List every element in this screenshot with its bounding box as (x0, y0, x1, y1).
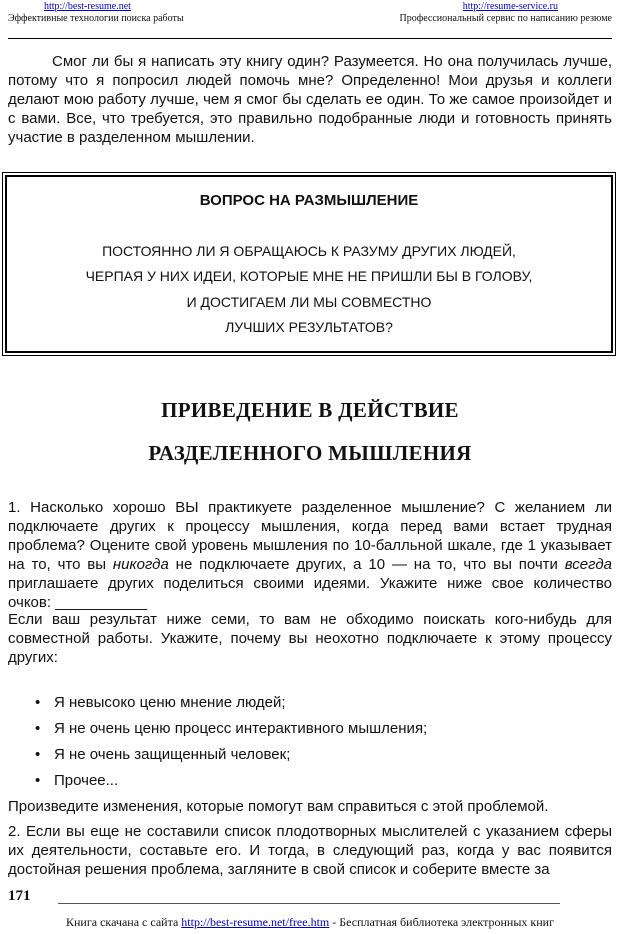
changes-paragraph: Произведите изменения, которые помогут вам справиться с этой проблемой. (8, 798, 549, 815)
header-link-best-resume[interactable]: http://best-resume.net (44, 1, 131, 12)
reflection-question-box (2, 172, 616, 356)
reflection-line: ПОСТОЯННО ЛИ Я ОБРАЩАЮСЬ К РАЗУМУ ДРУГИХ ЛЮДЕЙ, (102, 243, 516, 259)
emphasis-always: всегда (564, 556, 612, 573)
emphasis-never: никогда (112, 556, 169, 573)
list-item (8, 768, 612, 794)
footer-link-free-library[interactable]: http://best-resume.net/free.htm (181, 915, 330, 929)
reflection-line: И ДОСТИГАЕМ ЛИ МЫ СОВМЕСТНО (186, 293, 432, 310)
reflection-question (7, 239, 611, 340)
reasons-list (8, 690, 612, 794)
list-item-text: Я невысоко ценю мнение людей; (54, 694, 286, 711)
header-link-resume-service[interactable]: http://resume-service.ru (462, 1, 558, 12)
list-item-text: Я не очень ценю процесс интерактивного мышления; (54, 720, 428, 737)
list-item (8, 716, 612, 742)
bullet-icon: • (35, 772, 41, 789)
footer-text (0, 915, 620, 930)
bullet-icon: • (35, 720, 41, 737)
question-2-paragraph: 2. Если вы еще не составили список плодотворных мыслителей с указанием сферы их деятельности, составьте его. И тогда, в следующий раз, когда у вас появится достойная решения проблема, загляните в свой список и соберите вместе за (8, 823, 612, 878)
header-subtitle-right: Профессиональный сервис по написанию резюме (399, 13, 612, 24)
reflection-line: ЧЕРПАЯ У НИХ ИДЕИ, КОТОРЫЕ МНЕ НЕ ПРИШЛИ БЫ В ГОЛОВУ, (85, 268, 533, 285)
reflection-title: ВОПРОС НА РАЗМЫШЛЕНИЕ (199, 192, 419, 209)
header-subtitle-left: Эффективные технологии поиска работы (8, 13, 184, 24)
question-1-text: 1. Насколько хорошо ВЫ практикуете разделенное мышление? С желанием ли подключаете других к процессу мышления, когда перед вами встает трудная проблема? Оцените свой уровень мышления по 10-балльной шкале, где 1 указывает на то, что вы (8, 499, 612, 573)
list-item-text: Я не очень защищенный человек; (54, 746, 291, 763)
section-heading-line-1: ПРИВЕДЕНИЕ В ДЕЙСТВИЕ (161, 398, 459, 422)
question-1-paragraph (8, 498, 612, 612)
footer-prefix: Книга скачана с сайта (66, 915, 182, 929)
score-paragraph: Если ваш результат ниже семи, то вам не обходимо поискать кого-нибудь для совместной работы. Укажите, почему вы неохотно подключаете к этому процессу других: (8, 611, 612, 666)
bullet-icon: • (35, 746, 41, 763)
question-1-text: приглашаете других поделиться своими идеями. Укажите ниже свое количество очков: ___________ (8, 575, 612, 611)
page-number: 171 (8, 888, 31, 904)
intro-paragraph: Смог ли бы я написать эту книгу один? Разумеется. Но она получилась лучше, потому что я попросил людей помочь мне? Определенно! Мои друзья и коллеги делают мою работу лучше, чем я смог бы сделать ее один. То же самое произойдет и с вами. Все, что требуется, это правильно подобранные люди и готовность принять участие в разделенном мышлении. (8, 53, 612, 146)
bullet-icon: • (35, 694, 41, 711)
footer-divider (58, 903, 560, 904)
question-1-text: не подключаете других, а 10 — на то, что вы почти (168, 556, 565, 573)
reflection-question-inner (5, 175, 613, 353)
reflection-line: ЛУЧШИХ РЕЗУЛЬТАТОВ? (225, 318, 393, 335)
footer-suffix: - Бесплатная библиотека электронных книг (329, 915, 554, 929)
header-divider (8, 38, 612, 39)
list-item (8, 690, 612, 716)
section-heading-line-2: РАЗДЕЛЕННОГО МЫШЛЕНИЯ (148, 441, 472, 465)
list-item-text: Прочее... (54, 772, 119, 789)
list-item (8, 742, 612, 768)
